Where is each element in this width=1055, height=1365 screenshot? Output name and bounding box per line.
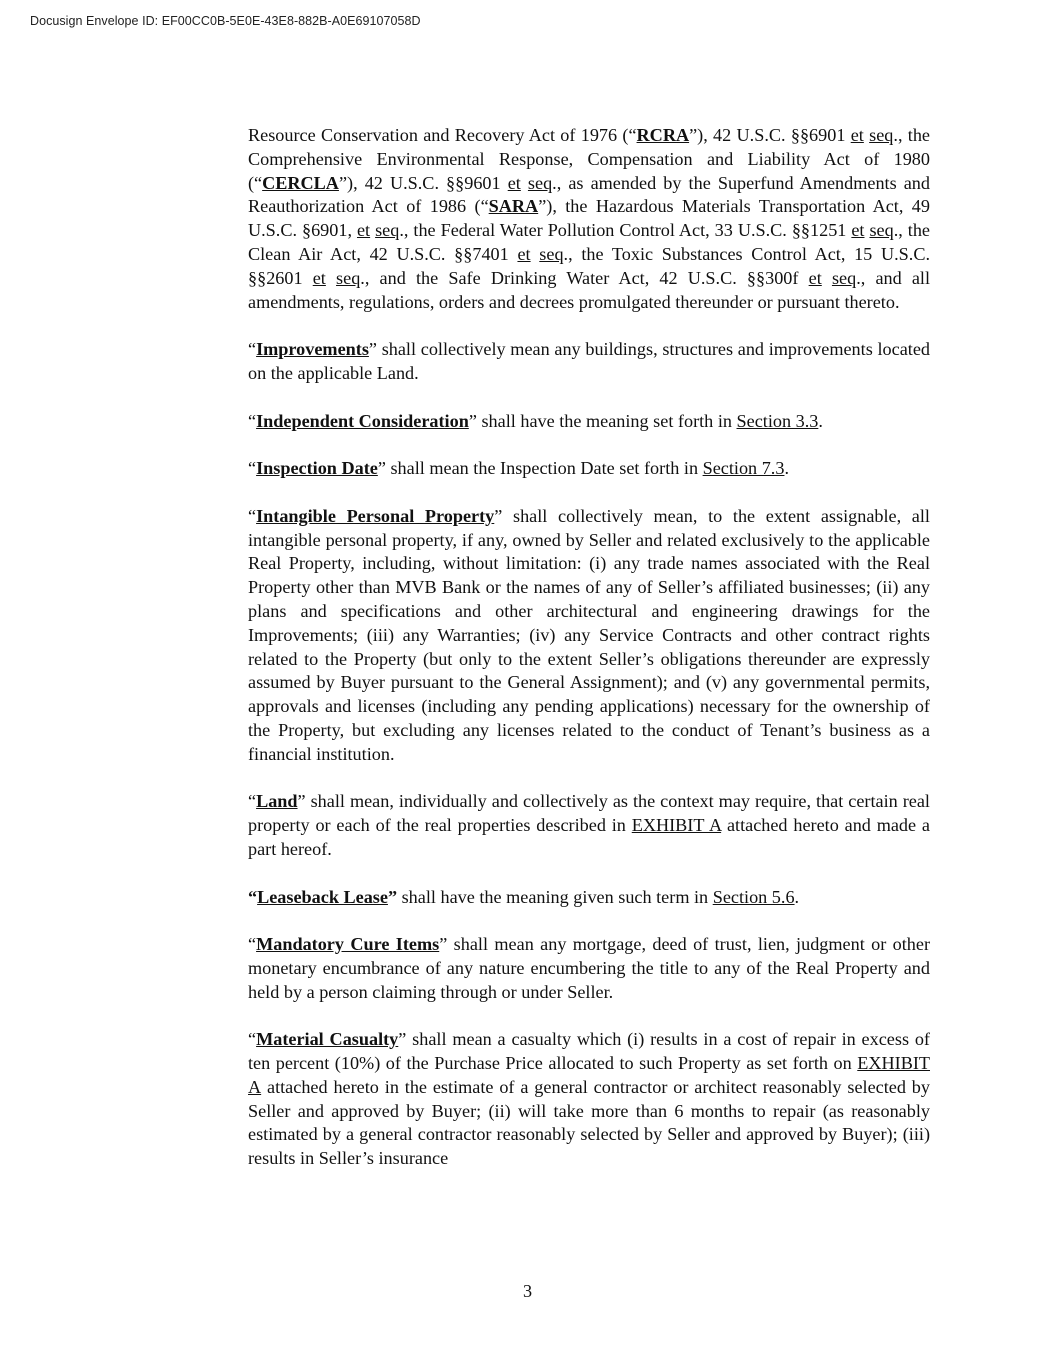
defined-term-improvements: Improvements	[256, 339, 369, 360]
definition-material-casualty: “Material Casualty” shall mean a casualty which (i) results in a cost of repair in excess of ten percent (10%) of the Purchase Price allocated to such Property as set forth on EXHIBIT A attached hereto in the estimate of a general contractor or architect reasonably selected by Seller and approved by Buyer; (ii) will take more than 6 months to repair (as reasonably estimated by a general contractor reasonably selected by Seller and approved by Buyer); (iii) results in Seller’s insurance	[248, 1029, 930, 1169]
defined-term-inspection-date: Inspection Date	[256, 458, 378, 479]
defined-term-independent-consideration: Independent Consideration	[256, 410, 469, 431]
definition-leaseback-lease: “Leaseback Lease” shall have the meaning given such term in Section 5.6.	[248, 886, 800, 907]
defined-term-rcra: RCRA	[636, 125, 690, 145]
definition-independent-consideration: “Independent Consideration” shall have the meaning set forth in Section 3.3.	[248, 410, 823, 431]
section-reference: Section 3.3	[736, 410, 819, 431]
definition-mandatory-cure-items: “Mandatory Cure Items” shall mean any mortgage, deed of trust, lien, judgment or other monetary encumbrance of any nature encumbering the title to any of the Real Property and held by a person claiming through or under Seller.	[248, 934, 931, 1002]
document-body	[248, 124, 930, 1195]
envelope-id-header: Docusign Envelope ID: EF00CC0B-5E0E-43E8-882B-A0E69107058D	[30, 14, 421, 28]
section-reference: Section 5.6	[712, 886, 795, 907]
page-number: 3	[522, 1281, 533, 1301]
defined-term-mandatory-cure-items: Mandatory Cure Items	[256, 934, 440, 955]
exhibit-reference: EXHIBIT A	[631, 815, 722, 836]
exhibit-reference: EXHIBIT A	[248, 1053, 930, 1097]
definitions-paragraph-environmental-laws: Resource Conservation and Recovery Act of 1976 (“RCRA”), 42 U.S.C. §§6901 et seq., the Comprehensive Environmental Response, Compensation and Liability Act of 1980 (“CERCLA”), 42 U.S.C. §§9601 et seq., as amended by the Superfund Amendments and Reauthorization Act of 1986 (“SARA”), the Hazardous Materials Transportation Act, 49 U.S.C. §6901, et seq., the Federal Water Pollution Control Act, 33 U.S.C. §§1251 et seq., the Clean Air Act, 42 U.S.C. §§7401 et seq., the Toxic Substances Control Act, 15 U.S.C. §§2601 et seq., and the Safe Drinking Water Act, 42 U.S.C. §§300f et seq., and all amendments, regulations, orders and decrees promulgated thereunder or pursuant thereto.	[248, 125, 931, 312]
definition-land: “Land” shall mean, individually and collectively as the context may require, that certain real property or each of the real properties described in EXHIBIT A attached hereto and made a part hereof.	[248, 791, 931, 859]
defined-term-land: Land	[256, 791, 298, 812]
definition-inspection-date: “Inspection Date” shall mean the Inspection Date set forth in Section 7.3.	[248, 458, 789, 479]
defined-term-material-casualty: Material Casualty	[256, 1029, 399, 1050]
defined-term-leaseback-lease: Leaseback Lease	[257, 886, 388, 907]
definition-improvements: “Improvements” shall collectively mean any buildings, structures and improvements located on the applicable Land.	[248, 339, 930, 383]
defined-term-cercla: CERCLA	[262, 172, 339, 193]
defined-term-intangible-personal-property: Intangible Personal Property	[256, 505, 495, 526]
defined-term-sara: SARA	[488, 196, 539, 217]
section-reference: Section 7.3	[702, 458, 785, 479]
definition-intangible-personal-property: “Intangible Personal Property” shall collectively mean, to the extent assignable, all intangible personal property, if any, owned by Seller and related exclusively to the applicable Real Property, including, without limitation: (i) any trade names associated with the Real Property other than MVB Bank or the names of any of Seller’s affiliated businesses; (ii) any plans and specifications and other architectural and engineering drawings for the Improvements; (iii) any Warranties; (iv) any Service Contracts and other contract rights related to the Property (but only to the extent Seller’s obligations thereunder are expressly assumed by Buyer pursuant to the General Assignment); and (v) any governmental permits, approvals and licenses (including any pending applications) necessary for the ownership of the Property, but excluding any licenses related to the conduct of Tenant’s business as a financial institution.	[248, 505, 930, 764]
